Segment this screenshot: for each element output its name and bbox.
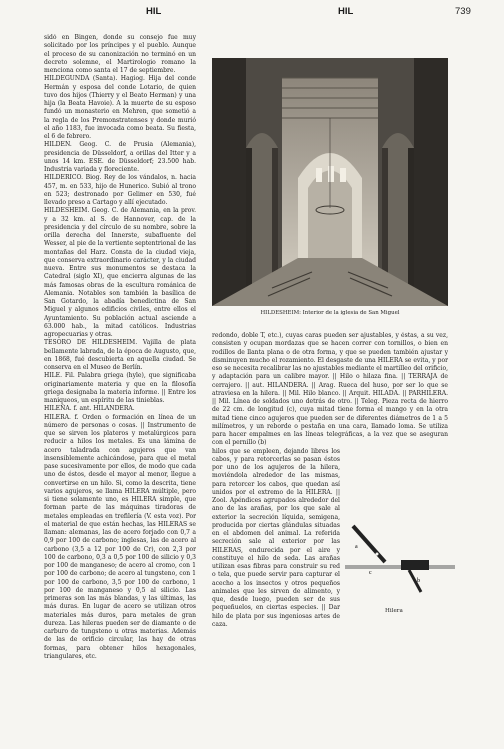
- photo-caption: HILDESHEIM: Interior de la iglesia de San Miguel: [260, 310, 400, 316]
- label-c: c: [369, 570, 372, 576]
- page-number: 739: [455, 6, 471, 17]
- hilera-figure: [345, 522, 455, 620]
- entry-tesoro-hildesheim: TESORO DE HILDESHEIM. Vajilla de plata bellamente labrada, de la época de Augusto, que, en 1868, fué descubierta en aquella ciudad. Se conserva en el Museo de Berlín.: [44, 339, 196, 371]
- paragraph-continuation: sidó en Bingen, donde su consejo fue muy solicitado por los príncipes y el pueblo. Aunque el proceso de su canonización no terminó en un decreto solemne, el Martirologio romano la menciona como santa el 17 de septiembre.: [44, 34, 196, 74]
- entry-hildegunda: HILDEGUNDA (Santa). Hagiog. Hija del conde Hermán y esposa del conde Lotario, de quien tuvo dos hijos (Thierry y el Beato Herman) y una hija (la Beata Havoie). A la muerte de su esposo fundó un monasterio en Mehren, que sometió a la regla de los Premonstratenses y donde murió el año 1183, fue invocada como beata. Su fiesta, el 6 de febrero.: [44, 75, 196, 140]
- hilera-telegraph-paragraph: hilos que se empleen, dejando libres los cabos, y para retorcerlas se pasan éstos por uno de los agujeros de la hilera, moviéndola alrededor de las mismas, para retorcer los cabos, que quedan así unidos por el extremo de la HILERA. || Zool. Apéndices agrupados alrededor del ano de las arañas, por los que sale al exterior la secreción líquida, semigena, producida por ciertas glándulas situadas en el abdomen del animal. La referida secreción sale al exterior por las HILERAS, endurecida por el aire y constituye el hilo de seda. Las arañas utilizan esas fibras para construir su red o tela, que puede servir para capturar el acecho a los insectos y otros pequeños animales que les sirven de alimento, y que, desde luego, pueden ser de sus pequeñuelos, en ciertas especies. || Dar hilo de plata por sus ingeniosas artes de caza.: [212, 447, 340, 628]
- label-a: a: [355, 544, 358, 550]
- header-right-word: HIL: [338, 6, 354, 17]
- church-interior-illustration: [212, 58, 448, 306]
- church-interior-photo: [212, 58, 448, 306]
- entry-hile: HILE. Fil. Palabra griega (hyle), que significaba originariamente materia y que en la filosofía griega designaba la materia informe. || Entre los maniqueos, un espíritu de las tinieblas.: [44, 372, 196, 404]
- entry-hilderico: HILDERICO. Biog. Rey de los vándalos, n. hacia 457, m. en 533, hijo de Hunerico. Subió al trono en 523; destronado por Gelimer en 530, fué llevado preso a Cartago y allí ejecutado.: [44, 174, 196, 206]
- entry-hilena: HILEÑA. f. ant. HILANDERA.: [44, 405, 135, 413]
- hilera-tool-drawing: [345, 522, 455, 608]
- hilera-continuation: redondo, doble T, etc.), cuyas caras pueden ser ajustables, y éstas, a su vez, consisten y ocupan mordazas que se hacen correr con tornillos, o bien en rodillos de llanta plana o de otra forma, y que se pueden también ajustar y disminuyen mucho el rozamiento. El desgaste de una HILERA se evita, y por eso se necesita recalibrar las no ajustables mediante el martilleo del orificio, y adaptación para un calibre mayor. || Hilo o hilaza fina. || TERRAJA de cerrajero. || aut. HILANDERA. || Arag. Rueca del huso, por ser lo que se atraviesa en la hilera. || Mil. Hilo blanco. || Arquit. HILADA. || PARHILERA. || Mil. Línea de soldados uno detrás de otro. || Teleg. Pieza recta de hierro de 22 cm. de longitud (c), cuya mitad tiene forma el mango y en la otra mitad tiene cinco agujeros que pueden ser de diferentes diámetros de 1 a 5 milímetros, y un reborde o pestaña en una cara, llamado loma. Se utiliza para hacer empalmes en las líneas telegráficas, a la vez que se aseguran con el pernillo (b): [212, 332, 448, 447]
- hilera-text-wrap: [212, 448, 340, 630]
- entry-hilden: HILDEN. Geog. C. de Prusia (Alemania), presidencia de Düsseldorf, a orillas del Itter y a unos 14 km. ESE. de Düsseldorf; 23.500 hab. Industria variada y floreciente.: [44, 141, 196, 173]
- left-column: [44, 34, 196, 737]
- entry-hilera: HILERA. f. Orden o formación en línea de un número de personas o cosas. || Instrumento de que se sirven los plateros y metalúrgicos para reducir a hilos los metales. Es una lámina de acero taladrada con agujeros que van insensiblemente achicándose, para que el metal pase sucesivamente por ellos, de modo que cada uno de éstos, desde el mayor al menor, llegue a convertirse en un hilo. Si, como la descrita, tiene varios agujeros, se llama HILERA múltiple, pero si tiene solamente uno, es HILERA simple, que forman parte de las máquinas tiradoras de metales empleadas en trefilería (V. esta voz). Por el material de que están hechas, las HILERAS se llaman: alemanas, las de acero forjado con 0,7 a 0,9 por 100 de carbono; inglesas, las de acero al carbono (3,5 a 12 por 100 de Cr), con 2,3 por 100 de carbono, 0,3 a 0,5 por 100 de silicio y 0,3 por 100 de manganeso; de acero al cromo, con 1 por 100 de carbono; de acero al tungsteno, con 1 por 100 de carbono, 3,5 por 100 de carbono, 1 por 100 de manganeso y 0,5 al silicio. Las primeras son las más blandas, y las últimas, las más duras. En lugar de acero se utilizan otros materiales más duros, para metales de gran dureza. Las hileras pueden ser de diamante o de carburo de tungsteno u otras materias. Además de las de orificio circular, las hay de otras formas, para obtener hilos hexagonales, triangulares, etc.: [44, 413, 196, 660]
- header-left-word: HIL: [146, 6, 162, 17]
- entry-hildesheim: HILDESHEIM. Geog. C. de Alemania, en la prov. y a 32 km. al S. de Hannover, cap. de la presidencia y del círculo de su nombre, sobre la orilla derecha del Innerste, subafluente del Wesser, al pie de la vertiente septentrional de las montañas del Harz. Consta de la ciudad vieja, que conserva extraordinario carácter, y la ciudad nueva. Entre sus monumentos se destaca la Catedral (siglo XI), que encierra algunas de las más famosas obras de la escultura románica de Alemania. Notables son también la basílica de San Gotardo, la abadía benedictina de San Miguel y algunos edificios civiles, entre ellos el Ayuntamiento. Su población actual asciende a 63.000 hab., la mitad católicos. Industrias agropecuarias y otras.: [44, 207, 196, 338]
- label-b: b: [417, 578, 420, 584]
- figure-caption: Hilera: [385, 608, 403, 614]
- page-header: [0, 6, 504, 20]
